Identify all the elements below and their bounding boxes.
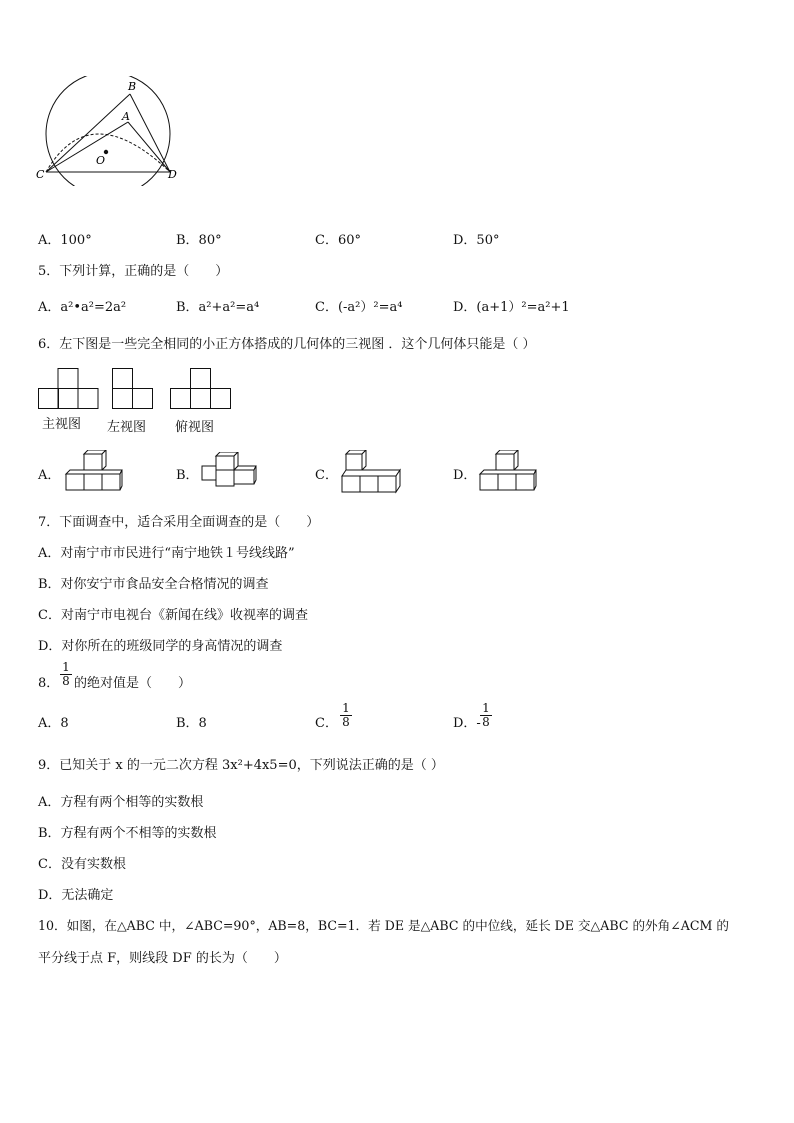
q5-option-d[interactable]: D．(a+1）²=a²+1 (453, 300, 570, 315)
q8-number: 8． (38, 676, 60, 691)
circle-figure (30, 76, 190, 186)
top-view (170, 368, 232, 410)
segment-bd (130, 94, 170, 172)
q5-option-a[interactable]: A．a²•a²=2a² (38, 300, 127, 315)
q6-option-c-cubes[interactable] (340, 450, 402, 494)
q7-option-d[interactable]: D．对你所在的班级同学的身高情况的调查 (38, 639, 283, 654)
q9-stem: 9．已知关于 x 的一元二次方程 3x²+4x5=0，下列说法正确的是（ ） (38, 758, 444, 773)
left-view-label: 左视图 (107, 420, 147, 435)
q8-fraction-numerator: 1 (60, 661, 72, 675)
q6-option-a-label[interactable]: A． (38, 468, 61, 483)
segment-ad (128, 122, 170, 172)
front-view (38, 368, 100, 410)
q9-option-d[interactable]: D．无法确定 (38, 888, 114, 903)
q6-option-d-cubes[interactable] (478, 450, 540, 492)
q8-option-b[interactable]: B．8 (176, 716, 207, 731)
segment-cb (46, 94, 130, 172)
q8-option-d-fraction (480, 702, 492, 729)
q6-option-d-label[interactable]: D． (453, 468, 477, 483)
q9-option-a[interactable]: A．方程有两个相等的实数根 (38, 795, 204, 810)
q8-option-a[interactable]: A．8 (38, 716, 69, 731)
q6-stem: 6．左下图是一些完全相同的小正方体搭成的几何体的三视图 ．这个几何体只能是（ ） (38, 337, 536, 352)
q6-option-c-label[interactable]: C． (315, 468, 338, 483)
q10-stem-line2: 平分线于点 F，则线段 DF 的长为（ ） (38, 951, 287, 966)
label-b: B (128, 80, 137, 93)
q5-option-c[interactable]: C．(-a²）²=a⁴ (315, 300, 403, 315)
q4-option-d[interactable]: D．50° (453, 233, 500, 248)
q4-option-b[interactable]: B．80° (176, 233, 222, 248)
q4-option-c[interactable]: C．60° (315, 233, 361, 248)
q9-option-c[interactable]: C．没有实数根 (38, 857, 126, 872)
front-view-label: 主视图 (42, 417, 82, 432)
q4-option-a[interactable]: A．100° (38, 233, 92, 248)
q6-option-b-cubes[interactable] (200, 452, 260, 492)
circle-o (46, 76, 170, 186)
label-c: C (36, 168, 45, 181)
q8-option-c[interactable]: C． (315, 716, 338, 731)
q8-stem-tail: 的绝对值是（ ） (74, 676, 192, 691)
q9-option-b[interactable]: B．方程有两个不相等的实数根 (38, 826, 217, 841)
q5-stem: 5．下列计算，正确的是（ ） (38, 264, 229, 279)
q8-option-c-fraction (340, 702, 352, 729)
q8-option-c-numerator: 1 (340, 702, 352, 716)
q6-option-a-cubes[interactable] (62, 450, 124, 492)
top-view-label: 俯视图 (175, 420, 215, 435)
q7-option-b[interactable]: B．对你安宁市食品安全合格情况的调查 (38, 577, 269, 592)
q8-option-d[interactable]: D．- (453, 716, 481, 731)
q8-fraction-denominator: 8 (62, 674, 70, 688)
q7-option-c[interactable]: C．对南宁市电视台《新闻在线》收视率的调查 (38, 608, 308, 623)
label-d: D (168, 168, 177, 181)
q7-stem: 7．下面调查中，适合采用全面调查的是（ ） (38, 515, 320, 530)
q5-option-b[interactable]: B．a²+a²=a⁴ (176, 300, 260, 315)
dashed-arc (46, 134, 170, 172)
q7-option-a[interactable]: A．对南宁市市民进行“南宁地铁１号线线路” (38, 546, 295, 561)
q8-option-d-numerator: 1 (480, 702, 492, 716)
q8-option-c-denominator: 8 (342, 715, 350, 729)
q10-stem-line1: 10．如图，在△ABC 中，∠ABC=90°，AB=8，BC=1．若 DE 是△ABC 的中位线，延长 DE 交△ABC 的外角∠ACM 的 (38, 918, 730, 933)
q6-option-b-label[interactable]: B． (176, 468, 199, 483)
label-a: A (122, 110, 130, 123)
q8-option-d-denominator: 8 (482, 715, 490, 729)
left-view (110, 368, 156, 410)
label-o: O (96, 154, 106, 167)
q8-fraction (60, 661, 72, 688)
segment-ca (46, 122, 128, 172)
